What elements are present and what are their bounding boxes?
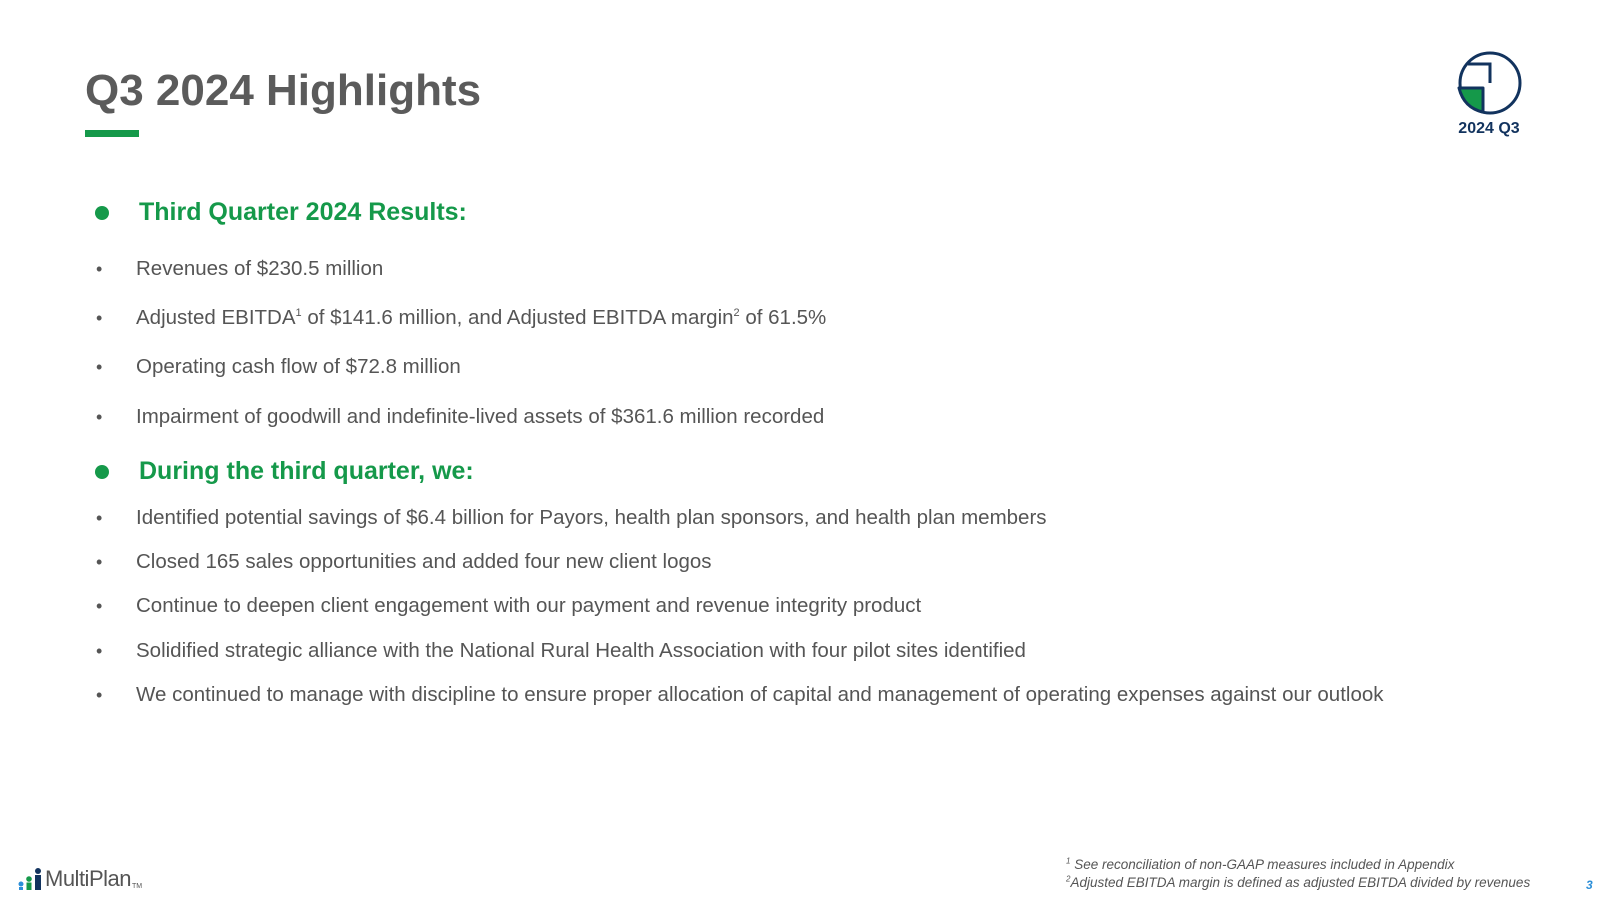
bullet-dot-icon: • <box>96 508 103 528</box>
list-item-text: Solidified strategic alliance with the National Rural Health Association with four pilot sites identified <box>136 639 1026 662</box>
badge-label: 2024 Q3 <box>1458 120 1520 137</box>
section-heading-during <box>95 457 474 486</box>
list-item-text: Identified potential savings of $6.4 billion for Payors, health plan sponsors, and health plan members <box>136 506 1047 529</box>
quarter-badge <box>1448 50 1530 138</box>
bullet-dot-icon: • <box>96 596 103 616</box>
page-number: 3 <box>1586 878 1593 892</box>
footnote-text: See reconciliation of non-GAAP measures included in Appendix <box>1070 857 1455 872</box>
quarter-chart-icon <box>1454 50 1524 118</box>
footnote-marker: 2 <box>1066 874 1071 884</box>
bullet-dot-icon: • <box>96 641 103 661</box>
footnote-marker: 1 <box>1066 856 1071 866</box>
section-heading-results <box>95 198 467 227</box>
text-part: of $141.6 million, and Adjusted EBITDA margin <box>301 306 734 329</box>
bullet-dot-icon: • <box>96 407 103 427</box>
list-item <box>96 256 1456 282</box>
green-bullet-icon <box>95 465 109 479</box>
list-item <box>96 549 1456 575</box>
list-item-text <box>136 305 1456 331</box>
footnotes <box>1066 856 1530 892</box>
bullet-dot-icon: • <box>96 552 103 572</box>
footnote <box>1066 874 1530 892</box>
bullet-dot-icon: • <box>96 308 103 328</box>
text-part: of 61.5% <box>739 306 827 329</box>
title-underline <box>85 130 139 137</box>
section-heading-label: Third Quarter 2024 Results: <box>139 198 467 226</box>
multiplan-logo <box>18 868 142 890</box>
bullet-dot-icon: • <box>96 259 103 279</box>
list-item <box>96 505 1456 531</box>
list-item-text: Revenues of $230.5 million <box>136 257 384 280</box>
page-title: Q3 2024 Highlights <box>85 66 482 115</box>
footnote-ref: 1 <box>295 307 302 320</box>
footnote <box>1066 856 1530 874</box>
text-part: Adjusted EBITDA <box>136 306 296 329</box>
logo-wordmark: MultiPlan <box>45 866 131 891</box>
section-heading-label: During the third quarter, we: <box>139 457 474 485</box>
multiplan-people-icon <box>18 868 42 890</box>
list-item-text: Operating cash flow of $72.8 million <box>136 355 461 378</box>
logo-trademark: TM <box>131 883 143 890</box>
bullet-dot-icon: • <box>96 357 103 377</box>
bullet-dot-icon: • <box>96 685 103 705</box>
footnote-ref: 2 <box>733 307 740 320</box>
list-item-text: Closed 165 sales opportunities and added four new client logos <box>136 550 712 573</box>
list-item <box>96 682 1456 708</box>
list-item-text: Continue to deepen client engagement with our payment and revenue integrity product <box>136 594 922 617</box>
list-item <box>96 305 1456 331</box>
list-item <box>96 593 1456 619</box>
list-item-text: Impairment of goodwill and indefinite-lived assets of $361.6 million recorded <box>136 405 825 428</box>
list-item-text: We continued to manage with discipline to ensure proper allocation of capital and management of operating expenses against our outlook <box>136 683 1384 706</box>
list-item <box>96 638 1456 664</box>
list-item <box>96 404 1456 430</box>
green-bullet-icon <box>95 206 109 220</box>
list-item <box>96 354 1456 380</box>
footnote-text: Adjusted EBITDA margin is defined as adjusted EBITDA divided by revenues <box>1070 875 1531 890</box>
